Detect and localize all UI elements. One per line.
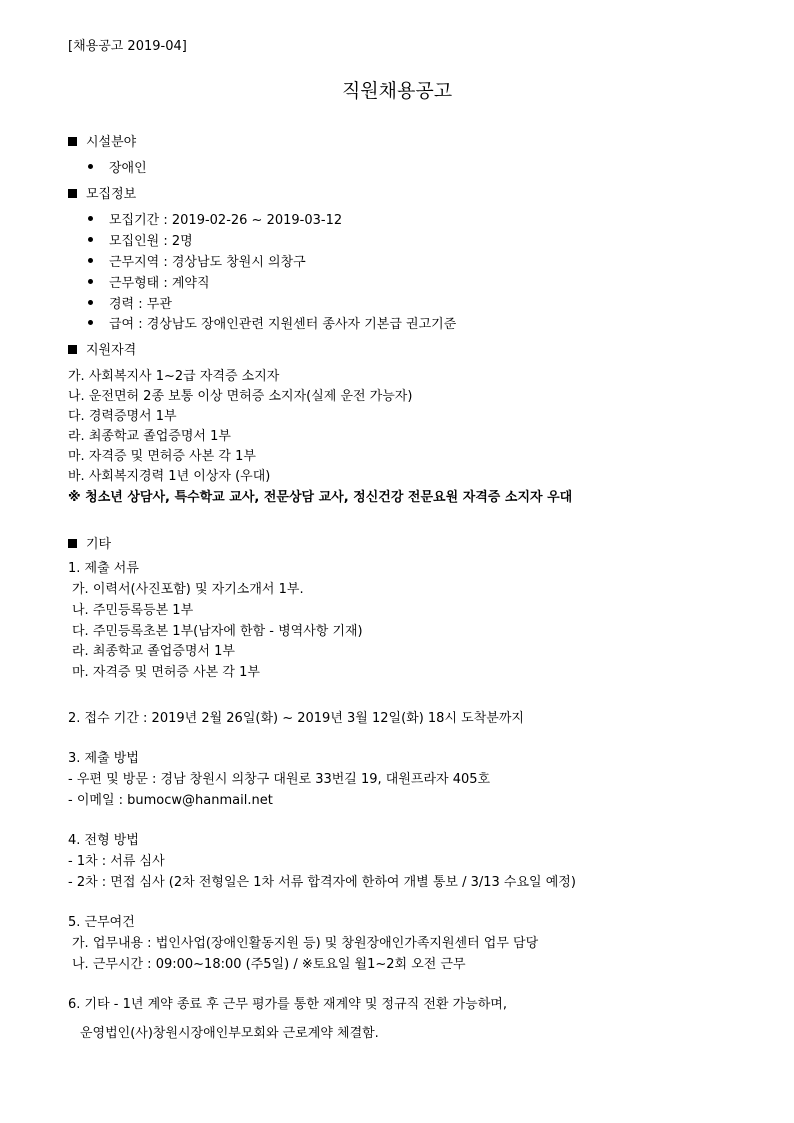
list-item: 바. 사회복지경력 1년 이상자 (우대) [68, 469, 271, 484]
section-qualify-heading: 지원자격 [68, 344, 136, 357]
list-item: 마. 자격증 및 면허증 사본 각 1부 [72, 665, 260, 680]
bullet-icon [88, 300, 93, 305]
bullet-icon [88, 216, 93, 221]
page-title: 직원채용공고 [341, 80, 453, 102]
list-item: 모집기간 : 2019-02-26 ~ 2019-03-12 [88, 214, 342, 227]
square-bullet-icon [68, 137, 77, 146]
list-item: 근무지역 : 경상남도 창원시 의창구 [88, 256, 306, 269]
preferred-note: ※ 청소년 상담사, 특수학교 교사, 전문상담 교사, 정신건강 전문요원 자격증 소지자 우대 [68, 490, 573, 505]
section-etc-heading: 기타 [68, 538, 111, 551]
bullet-icon [88, 237, 93, 242]
bullet-icon [88, 258, 93, 263]
bullet-icon [88, 279, 93, 284]
list-item: 가. 업무내용 : 법인사업(장애인활동지원 등) 및 창원장애인가족지원센터 업무 담당 [72, 936, 539, 951]
section-recruit-heading: 모집정보 [68, 188, 136, 201]
square-bullet-icon [68, 539, 77, 548]
section-facility-heading: 시설분야 [68, 136, 136, 149]
list-item: 경력 : 무관 [88, 298, 172, 311]
other-note: 6. 기타 - 1년 계약 종료 후 근무 평가를 통한 재계약 및 정규직 전환 가능하며, [68, 997, 507, 1012]
document-id: [채용공고 2019-04] [68, 39, 187, 54]
list-item: 라. 최종학교 졸업증명서 1부 [68, 429, 231, 444]
list-item: - 우편 및 방문 : 경남 창원시 의창구 대원로 33번길 19, 대원프라자 405호 [68, 772, 491, 787]
list-item: 나. 운전면허 2종 보통 이상 면허증 소지자(실제 운전 가능자) [68, 389, 413, 404]
list-item: - 이메일 : bumocw@hanmail.net [68, 793, 273, 808]
other-note-continued: 운영법인(사)창원시장애인부모회와 근로계약 체결함. [80, 1026, 379, 1041]
list-item: 모집인원 : 2명 [88, 235, 193, 248]
list-item: - 2차 : 면접 심사 (2차 전형일은 1차 서류 합격자에 한하여 개별 통보 / 3/13 수요일 예정) [68, 875, 576, 890]
application-period: 2. 접수 기간 : 2019년 2월 26일(화) ~ 2019년 3월 12일(화) 18시 도착분까지 [68, 711, 524, 726]
list-item: 근무형태 : 계약직 [88, 277, 210, 290]
list-item: 마. 자격증 및 면허증 사본 각 1부 [68, 449, 256, 464]
list-item: 가. 이력서(사진포함) 및 자기소개서 1부. [72, 582, 304, 597]
docs-title: 1. 제출 서류 [68, 561, 139, 576]
bullet-icon [88, 164, 93, 169]
list-item: 나. 근무시간 : 09:00~18:00 (주5일) / ※토요일 월1~2회 오전 근무 [72, 957, 466, 972]
list-item: 다. 주민등록초본 1부(남자에 한함 - 병역사항 기재) [72, 624, 363, 639]
conditions-title: 5. 근무여건 [68, 915, 135, 930]
list-item: 가. 사회복지사 1~2급 자격증 소지자 [68, 369, 280, 384]
selection-title: 4. 전형 방법 [68, 833, 139, 848]
bullet-icon [88, 320, 93, 325]
list-item: 다. 경력증명서 1부 [68, 409, 177, 424]
square-bullet-icon [68, 345, 77, 354]
list-item: 라. 최종학교 졸업증명서 1부 [72, 644, 235, 659]
list-item: - 1차 : 서류 심사 [68, 854, 165, 869]
method-title: 3. 제출 방법 [68, 751, 139, 766]
list-item: 장애인 [88, 162, 147, 175]
list-item: 나. 주민등록등본 1부 [72, 603, 194, 618]
square-bullet-icon [68, 189, 77, 198]
list-item: 급여 : 경상남도 장애인관련 지원센터 종사자 기본급 권고기준 [88, 318, 456, 331]
